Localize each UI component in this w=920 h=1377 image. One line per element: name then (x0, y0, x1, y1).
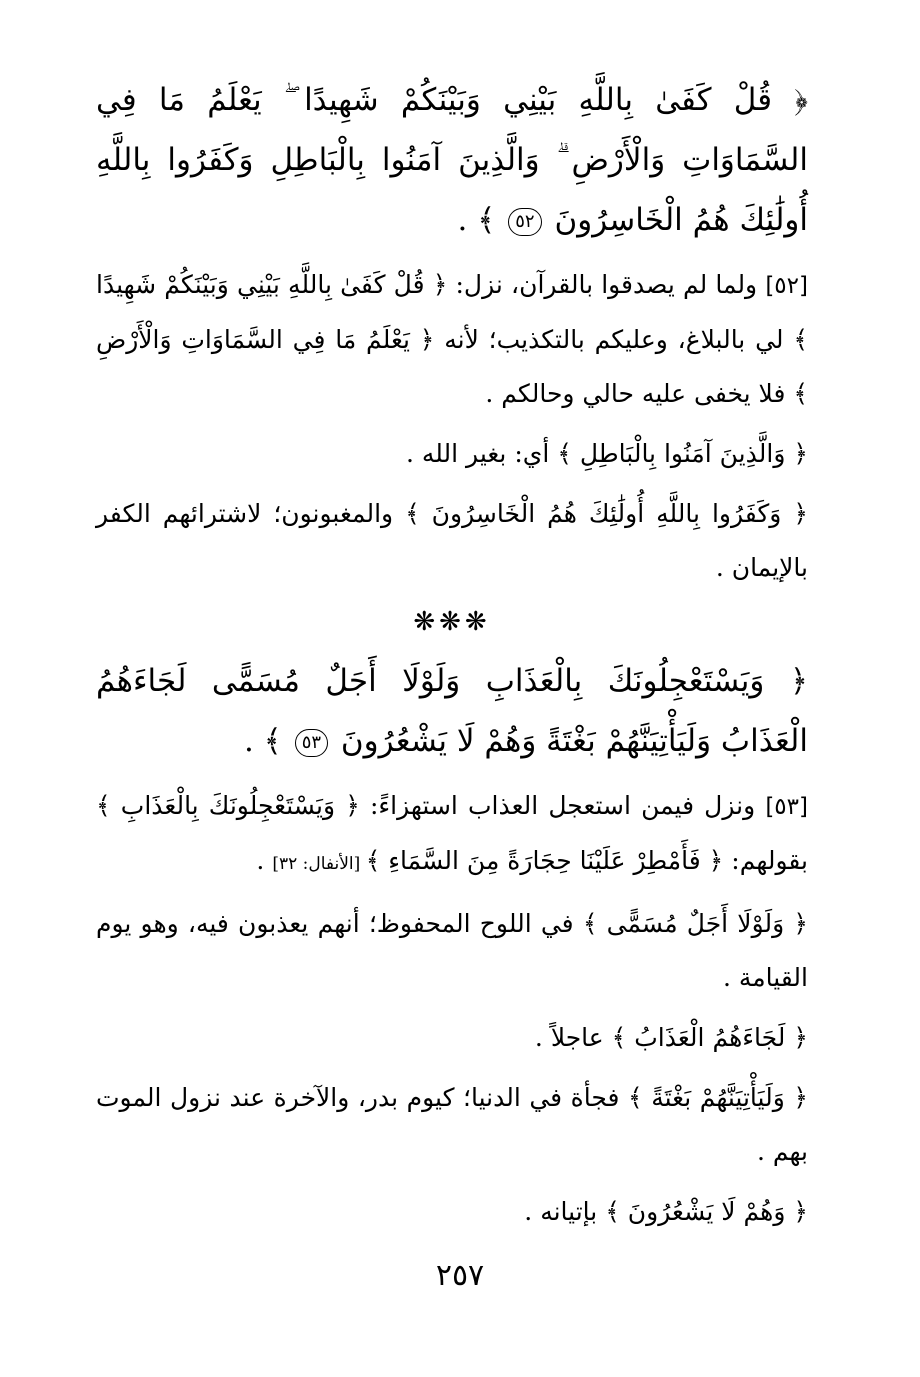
verse-52 (96, 70, 808, 250)
commentary-text: ولما لم يصدقوا بالقرآن، نزل: (447, 270, 766, 299)
commentary-text: أي: بغير الله . (405, 439, 558, 468)
commentary-text: عاجلاً . (534, 1023, 612, 1052)
commentary-text: والمغبونون؛ لاشترائهم الكفر بالإيمان . (96, 499, 808, 582)
commentary-text: بقولهم: (723, 846, 808, 875)
paragraph-number: [٥٣] (765, 794, 808, 820)
quran-quote: ﴿ وَلَيَأْتِيَنَّهُمْ بَغْتَةً ﴾ (628, 1083, 808, 1112)
commentary-52-believers-falsehood (96, 427, 808, 481)
quran-quote: ﴿ فَأَمْطِرْ عَلَيْنَا حِجَارَةً مِنَ السَّمَاءِ ﴾ (365, 846, 724, 875)
quran-quote: ﴿ وَيَسْتَعْجِلُونَكَ بِالْعَذَابِ ﴾ (96, 791, 360, 820)
commentary-53-intro (96, 779, 808, 891)
verse-53-closing: ﴾ . (243, 723, 282, 759)
commentary-52-losers (96, 487, 808, 595)
commentary-52-intro (96, 258, 808, 421)
commentary-53-unaware (96, 1185, 808, 1239)
verse-52-closing: ﴾ . (457, 202, 496, 238)
section-separator: ❋❋❋ (413, 607, 491, 637)
commentary-text: في اللوح المحفوظ؛ أنهم يعذبون فيه، وهو يوم القيامة . (96, 909, 808, 992)
commentary-text: فلا يخفى عليه حالي وحالكم . (485, 379, 794, 408)
quran-quote: ﴿ وَالَّذِينَ آمَنُوا بِالْبَاطِلِ ﴾ (557, 439, 808, 468)
surah-reference: [الأنفال: ٣٢] (272, 854, 366, 874)
commentary-53-punishment (96, 1011, 808, 1065)
quran-quote: ﴿ وَلَوْلَا أَجَلٌ مُسَمًّى ﴾ (582, 909, 808, 938)
commentary-text: فجأة في الدنيا؛ كيوم بدر، والآخرة عند نزول الموت بهم . (96, 1083, 808, 1166)
verse-52-text: ﴿ قُلْ كَفَىٰ بِاللَّهِ بَيْنِي وَبَيْنَكُمْ شَهِيدًا ۖ يَعْلَمُ مَا فِي السَّمَاوَاتِ وَالْأَرْضِ ۗ وَالَّذِينَ آمَنُوا بِالْبَاطِلِ وَكَفَرُوا بِاللَّهِ أُولَٰئِكَ هُمُ الْخَاسِرُونَ (96, 82, 808, 238)
commentary-text: لي بالبلاغ، وعليكم بالتكذيب؛ لأنه (434, 325, 794, 354)
quran-quote: ﴿ لَجَاءَهُمُ الْعَذَابُ ﴾ (611, 1023, 808, 1052)
quran-quote: ﴿ يَعْلَمُ مَا فِي السَّمَاوَاتِ وَالْأَرْضِ ﴾ (96, 325, 808, 408)
commentary-text: ونزل فيمن استعجل العذاب استهزاءً: (359, 791, 766, 820)
commentary-text: . (256, 846, 273, 875)
verse-number-53: ٥٣ (295, 729, 328, 757)
verse-53 (96, 651, 808, 771)
quran-quote: ﴿ قُلْ كَفَىٰ بِاللَّهِ بَيْنِي وَبَيْنَكُمْ شَهِيدًا ﴾ (96, 270, 808, 354)
paragraph-number: [٥٢] (765, 273, 808, 299)
page-number: ٢٥٧ (435, 1258, 485, 1293)
commentary-53-suddenly (96, 1071, 808, 1179)
verse-53-text: ﴿ وَيَسْتَعْجِلُونَكَ بِالْعَذَابِ وَلَوْلَا أَجَلٌ مُسَمًّى لَجَاءَهُمُ الْعَذَابُ وَلَيَأْتِيَنَّهُمْ بَغْتَةً وَهُمْ لَا يَشْعُرُونَ (96, 663, 808, 759)
commentary-text: بإتيانه . (524, 1197, 606, 1226)
commentary-53-appointed-term (96, 897, 808, 1005)
quran-quote: ﴿ وَكَفَرُوا بِاللَّهِ أُولَٰئِكَ هُمُ الْخَاسِرُونَ ﴾ (405, 499, 808, 528)
verse-number-52: ٥٢ (508, 208, 541, 236)
quran-quote: ﴿ وَهُمْ لَا يَشْعُرُونَ ﴾ (605, 1197, 808, 1226)
page-body (96, 70, 808, 1245)
